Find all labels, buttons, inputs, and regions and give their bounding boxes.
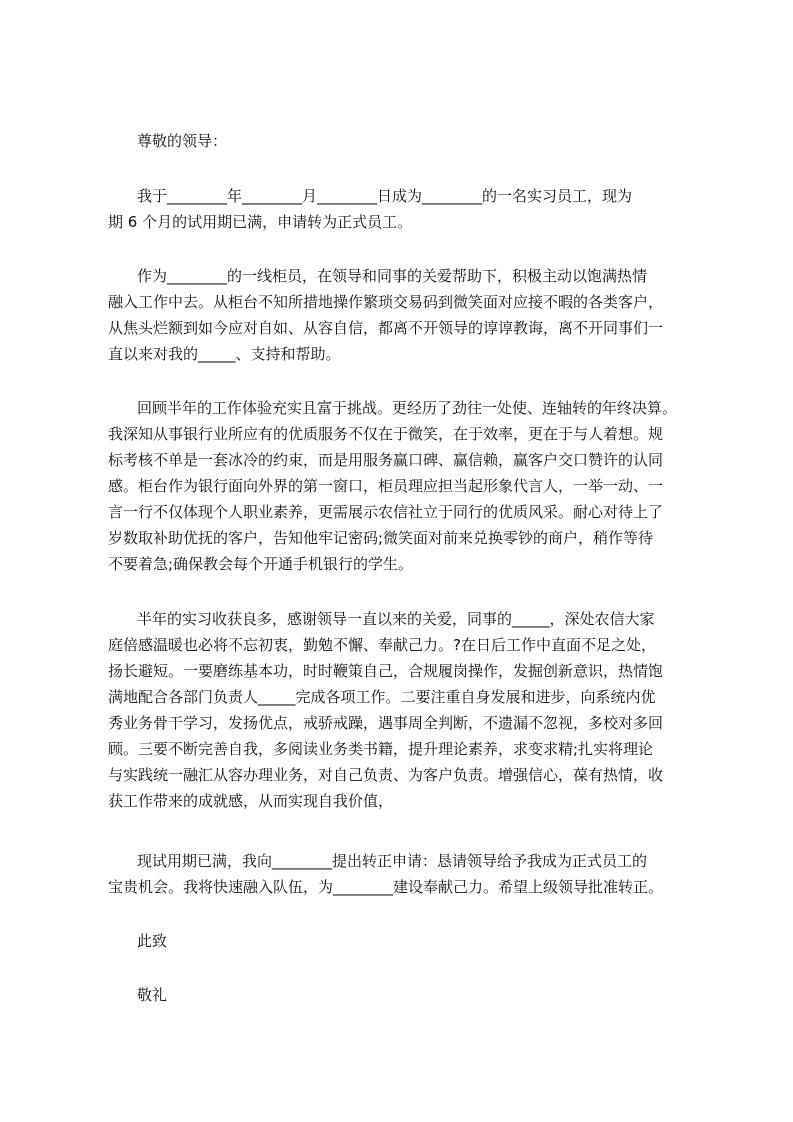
closing-cizhi: 此致 <box>137 932 168 950</box>
closing-jingli: 敬礼 <box>137 986 168 1004</box>
p2-line-3: 从焦头烂额到如今应对自如、从容自信，都离不开领导的谆谆教诲，离不开同事们一 <box>108 319 664 337</box>
p4-line-4: 满地配合各部门负责人_____完成各项工作。二要注重自身发展和进步，向系统内优 <box>108 688 656 706</box>
p2-line-2: 融入工作中去。从柜台不知所措地操作繁琐交易码到微笑面对应接不暇的各类客户， <box>108 293 664 311</box>
p4-line-8: 获工作带来的成就感，从而实现自我价值， <box>108 792 394 810</box>
p4-line-6: 顾。三要不断完善自我，多阅读业务类书籍，提升理论素养，求变求精;扎实将理论 <box>108 740 654 758</box>
p3-line-3: 标考核不单是一套冰冷的约束，而是用服务赢口碑、赢信赖，赢客户交口赞许的认同 <box>108 451 664 469</box>
p4-line-1: 半年的实习收获良多，感谢领导一直以来的关爱，同事的_____，深处农信大家 <box>137 610 655 628</box>
p1-line-1: 我于________年________月________日成为________的一名实习员工，现为 <box>137 187 633 205</box>
p3-line-6: 岁数取补助优抚的客户，告知他牢记密码;微笑面对前来兑换零钞的商户，稍作等待 <box>108 529 654 547</box>
p3-line-7: 不要着急;确保教会每个开通手机银行的学生。 <box>108 555 414 573</box>
p4-line-2: 庭倍感温暖也必将不忘初衷，勤勉不懈、奉献己力。?在日后工作中直面不足之处， <box>108 636 656 654</box>
p3-line-1: 回顾半年的工作体验充实且富于挑战。更经历了劲往一处使、连轴转的年终决算。 <box>137 399 678 417</box>
p5-line-2: 宝贵机会。我将快速融入队伍，为________建设奉献己力。希望上级领导批准转正。 <box>108 878 664 896</box>
p5-line-1: 现试用期已满，我向________提出转正申请：恳请领导给予我成为正式员工的 <box>137 852 648 870</box>
p2-line-1: 作为________的一线柜员，在领导和同事的关爱帮助下，积极主动以饱满热情 <box>137 267 648 285</box>
p2-line-4: 直以来对我的_____、支持和帮助。 <box>108 345 341 363</box>
salutation: 尊敬的领导： <box>137 132 228 150</box>
p4-line-3: 扬长避短。一要磨练基本功，时时鞭策自己，合规履岗操作，发掘创新意识，热情饱 <box>108 662 664 680</box>
p4-line-5: 秀业务骨干学习，发扬优点，戒骄戒躁，遇事周全判断，不遗漏不忽视，多校对多回 <box>108 714 664 732</box>
p3-line-5: 言一行不仅体现个人职业素养，更需展示农信社立于同行的优质风采。耐心对待上了 <box>108 503 664 521</box>
p4-line-7: 与实践统一融汇从容办理业务，对自己负责、为客户负责。增强信心，葆有热情，收 <box>108 766 664 784</box>
p3-line-4: 感。柜台作为银行面向外界的第一窗口，柜员理应担当起形象代言人，一举一动、一 <box>108 477 664 495</box>
p3-line-2: 我深知从事银行业所应有的优质服务不仅在于微笑，在于效率，更在于与人着想。规 <box>108 425 664 443</box>
p1-line-2: 期 6 个月的试用期已满，申请转为正式员工。 <box>108 213 413 231</box>
